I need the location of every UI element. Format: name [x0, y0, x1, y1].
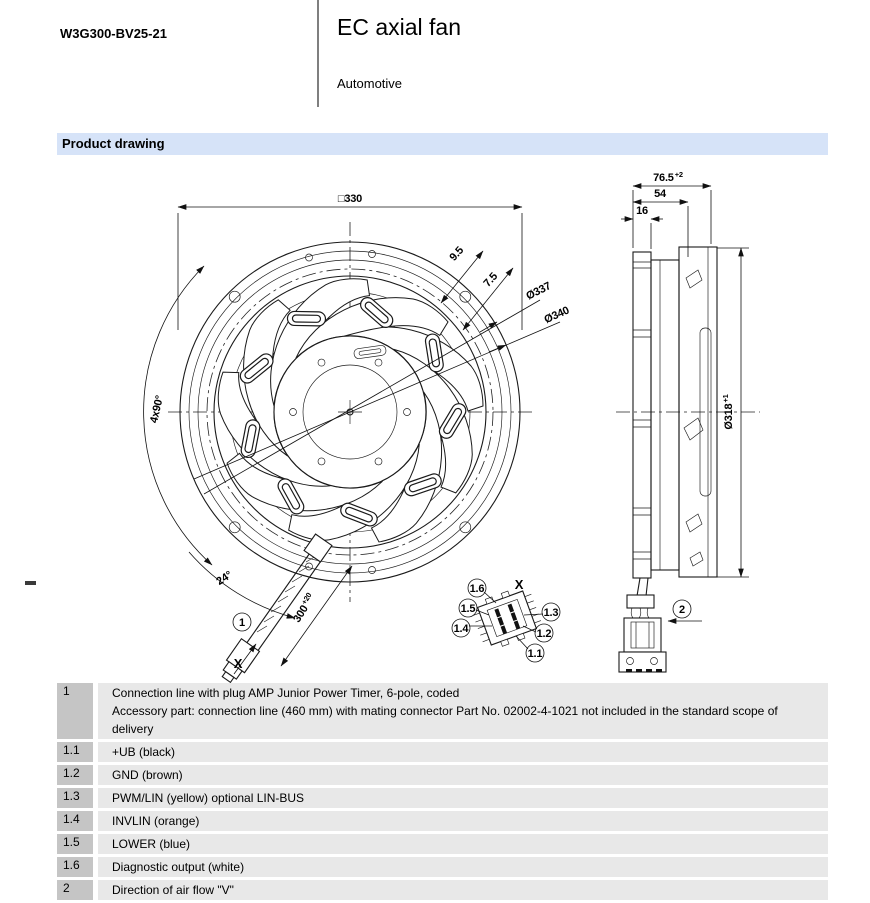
legend-row-description: Direction of air flow "V" [98, 880, 828, 900]
table-row [57, 857, 828, 877]
pin-label-1-4: 1.4 [453, 623, 469, 635]
legend-row-number: 1.5 [57, 834, 93, 854]
legend-row-description: PWM/LIN (yellow) optional LIN-BUS [98, 788, 828, 808]
table-row [57, 683, 828, 739]
part-number: W3G300-BV25-21 [60, 26, 167, 41]
dimension-label-24deg: 24° [214, 569, 235, 588]
legend-row-description: LOWER (blue) [98, 834, 828, 854]
legend-row-number: 1.4 [57, 811, 93, 831]
dimension-label-9-5: 9.5 [447, 244, 467, 264]
axis-label-x-front: X [233, 656, 243, 671]
legend-row-number: 2 [57, 880, 93, 900]
dimension-label-4x90: 4x90° [148, 394, 167, 425]
legend-row-number: 1.1 [57, 742, 93, 762]
legend-table [57, 683, 828, 903]
callout-2: 2 [679, 604, 685, 616]
cable-side [619, 578, 666, 672]
legend-row-number: 1.2 [57, 765, 93, 785]
callout-1: 1 [239, 617, 245, 629]
dimension-label-square330: □330 [337, 193, 363, 205]
legend-row-description: Connection line with plug AMP Junior Power Timer, 6-pole, coded Accessory part: connection line (460 mm) with mating connector Part No. 02002-4-1021 not included in the standard scope of delivery [98, 683, 828, 739]
side-view [616, 170, 760, 672]
pin-label-1-3: 1.3 [543, 607, 559, 619]
pin-label-1-5: 1.5 [460, 603, 476, 615]
legend-row-number: 1.6 [57, 857, 93, 877]
dim-318-value: Ø318 [723, 403, 735, 430]
dim-76-5-value: 76.5 [653, 172, 674, 184]
dimension-label-76-5 [653, 170, 683, 184]
dim-318-tolerance: +1 [721, 394, 730, 403]
table-row [57, 742, 828, 762]
legend-row-number: 1.3 [57, 788, 93, 808]
pin-label-1-1: 1.1 [527, 648, 543, 660]
section-header-product-drawing [57, 133, 828, 155]
product-drawing [0, 160, 870, 680]
header-divider [317, 0, 319, 107]
dimension-label-54: 54 [654, 188, 666, 200]
pin-label-1-2: 1.2 [536, 628, 552, 640]
table-row [57, 788, 828, 808]
legend-row-description: +UB (black) [98, 742, 828, 762]
dimension-label-d337: Ø337 [524, 280, 553, 303]
legend-row-number: 1 [57, 683, 93, 739]
legend-row-description: GND (brown) [98, 765, 828, 785]
dim-76-5-tolerance: +2 [674, 170, 683, 179]
section-title: Product drawing [62, 136, 165, 151]
page-subtitle: Automotive [337, 76, 403, 91]
dimension-label-d340: Ø340 [542, 304, 572, 327]
connector-detail [452, 577, 560, 662]
dimension-label-d318 [721, 394, 735, 429]
table-row [57, 834, 828, 854]
table-row [57, 811, 828, 831]
dim-300-value: 300 [291, 603, 311, 625]
dim-300-tolerance: +20 [299, 591, 314, 607]
legend-row-description: Diagnostic output (white) [98, 857, 828, 877]
table-row [57, 765, 828, 785]
page-title: EC axial fan [337, 14, 462, 40]
pin-label-1-6: 1.6 [469, 583, 485, 595]
axis-label-x-connector: X [514, 577, 524, 592]
legend-row-description: INVLIN (orange) [98, 811, 828, 831]
dimension-label-7-5: 7.5 [481, 270, 501, 290]
table-row [57, 880, 828, 900]
dimension-label-16: 16 [636, 205, 648, 217]
